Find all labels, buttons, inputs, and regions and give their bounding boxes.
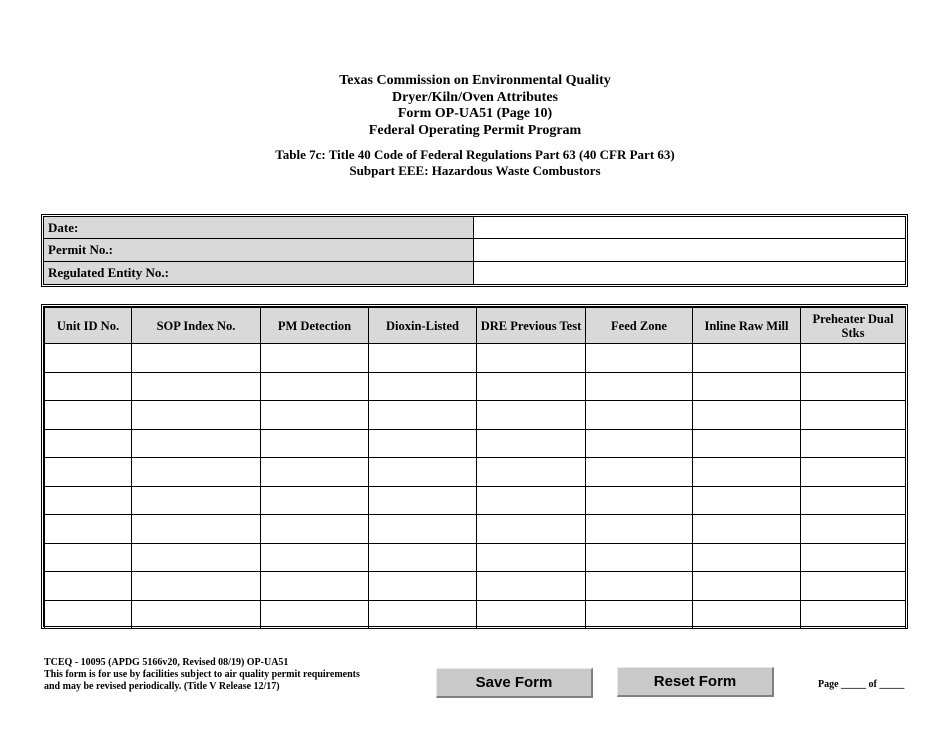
table-cell-input[interactable] — [693, 572, 800, 600]
permit-row — [44, 239, 905, 261]
table-cell-input[interactable] — [369, 430, 476, 458]
table-cell-input[interactable] — [801, 544, 905, 572]
table-cell-input[interactable] — [586, 458, 692, 486]
table-cell — [801, 486, 906, 515]
table-cell-input[interactable] — [801, 373, 905, 401]
table-cell — [586, 372, 693, 401]
regulated-entity-label: Regulated Entity No.: — [44, 262, 474, 284]
table-cell — [45, 458, 132, 487]
table-cell — [693, 543, 801, 572]
table-cell — [45, 572, 132, 601]
permit-cell — [474, 239, 905, 260]
table-row — [45, 543, 906, 572]
table-cell — [693, 372, 801, 401]
table-cell — [261, 600, 369, 629]
table-cell — [369, 372, 477, 401]
table-cell — [369, 401, 477, 430]
table-cell-input[interactable] — [693, 458, 800, 486]
table-cell-input[interactable] — [369, 544, 476, 572]
date-label: Date: — [44, 217, 474, 238]
entity-row — [44, 262, 905, 284]
table-row — [45, 344, 906, 373]
permit-label: Permit No.: — [44, 239, 474, 260]
date-field[interactable] — [474, 217, 905, 238]
table-cell-input[interactable] — [261, 344, 368, 372]
table-cell — [45, 372, 132, 401]
table-row — [45, 486, 906, 515]
table-cell — [586, 515, 693, 544]
table-cell-input[interactable] — [586, 544, 692, 572]
table-cell-input[interactable] — [261, 572, 368, 600]
table-row — [45, 572, 906, 601]
table-cell-input[interactable] — [132, 601, 260, 629]
table-cell — [132, 401, 261, 430]
table-cell-input[interactable] — [45, 373, 131, 401]
table-cell — [477, 515, 586, 544]
table-cell-input[interactable] — [801, 401, 905, 429]
table-cell-input[interactable] — [477, 487, 585, 515]
table-cell-input[interactable] — [132, 544, 260, 572]
table-cell-input[interactable] — [45, 487, 131, 515]
table-header-row — [45, 308, 906, 344]
permit-number-field[interactable] — [474, 239, 905, 260]
entity-cell — [474, 262, 905, 284]
table-cell — [586, 600, 693, 629]
table-cell — [132, 515, 261, 544]
table-cell-input[interactable] — [261, 544, 368, 572]
table-cell-input[interactable] — [801, 515, 905, 543]
form-revision: TCEQ - 10095 (APDG 5166v20, Revised 08/19) OP-UA51 — [44, 657, 289, 668]
attributes-table-container — [41, 304, 908, 629]
table-cell-input[interactable] — [132, 487, 260, 515]
table-row — [45, 515, 906, 544]
table-cell-input[interactable] — [477, 430, 585, 458]
table-cell — [261, 486, 369, 515]
table-cell — [477, 372, 586, 401]
table-cell-input[interactable] — [261, 601, 368, 629]
table-cell — [261, 572, 369, 601]
table-cell-input[interactable] — [369, 458, 476, 486]
table-cell — [693, 458, 801, 487]
table-cell-input[interactable] — [586, 601, 692, 629]
column-header: SOP Index No. — [132, 308, 261, 344]
table-cell — [369, 572, 477, 601]
regulated-entity-field[interactable] — [474, 262, 905, 284]
column-header: PM Detection — [261, 308, 369, 344]
table-cell-input[interactable] — [369, 401, 476, 429]
table-cell — [586, 344, 693, 373]
column-header: Preheater Dual Stks — [801, 308, 906, 344]
table-cell — [801, 600, 906, 629]
table-cell — [586, 572, 693, 601]
table-cell — [45, 344, 132, 373]
table-cell-input[interactable] — [45, 515, 131, 543]
table-cell — [586, 401, 693, 430]
table-cell — [261, 372, 369, 401]
table-cell-input[interactable] — [586, 572, 692, 600]
table-cell — [132, 429, 261, 458]
table-cell-input[interactable] — [586, 430, 692, 458]
table-cell — [261, 458, 369, 487]
table-cell — [801, 458, 906, 487]
table-cell-input[interactable] — [261, 373, 368, 401]
form-revision-note: and may be revised periodically. (Title V Release 12/17) — [44, 681, 280, 692]
table-row — [45, 600, 906, 629]
table-cell — [801, 572, 906, 601]
table-cell-input[interactable] — [693, 430, 800, 458]
form-subject: Dryer/Kiln/Oven Attributes — [391, 89, 559, 105]
table-cell — [693, 486, 801, 515]
table-cell — [586, 429, 693, 458]
table-cell-input[interactable] — [132, 373, 260, 401]
table-cell — [477, 600, 586, 629]
table-cell-input[interactable] — [45, 458, 131, 486]
table-cell-input[interactable] — [693, 344, 800, 372]
attributes-table — [44, 307, 906, 629]
table-cell — [586, 458, 693, 487]
table-cell-input[interactable] — [132, 572, 260, 600]
table-cell — [477, 543, 586, 572]
table-cell-input[interactable] — [369, 487, 476, 515]
table-cell — [477, 429, 586, 458]
table-cell — [132, 344, 261, 373]
table-cell — [369, 600, 477, 629]
table-cell — [801, 543, 906, 572]
table-cell — [801, 515, 906, 544]
table-cell-input[interactable] — [132, 515, 260, 543]
identification-box — [41, 214, 908, 287]
table-cell — [261, 543, 369, 572]
form-header — [0, 73, 950, 139]
table-cell — [586, 543, 693, 572]
table-cell — [477, 486, 586, 515]
table-cell-input[interactable] — [477, 344, 585, 372]
table-cell-input[interactable] — [369, 344, 476, 372]
table-cell-input[interactable] — [369, 515, 476, 543]
table-cell-input[interactable] — [693, 487, 800, 515]
table-cell-input[interactable] — [586, 344, 692, 372]
table-cell — [45, 600, 132, 629]
table-row — [45, 458, 906, 487]
table-cell — [45, 401, 132, 430]
table-cell-input[interactable] — [45, 430, 131, 458]
table-cell — [369, 429, 477, 458]
table-cell-input[interactable] — [477, 401, 585, 429]
table-cell — [801, 344, 906, 373]
table-cell-input[interactable] — [801, 487, 905, 515]
date-row — [44, 217, 905, 239]
table-body — [45, 344, 906, 629]
table-cell — [801, 372, 906, 401]
date-cell — [474, 217, 905, 238]
table-cell-input[interactable] — [693, 401, 800, 429]
form-footer-info — [44, 657, 424, 693]
table-cell-input[interactable] — [132, 458, 260, 486]
table-cell-input[interactable] — [477, 458, 585, 486]
table-cell-input[interactable] — [45, 601, 131, 629]
table-cell — [45, 543, 132, 572]
column-header: DRE Previous Test — [477, 308, 586, 344]
table-cell-input[interactable] — [477, 515, 585, 543]
form-number: Form OP-UA51 (Page 10) — [397, 106, 553, 121]
table-cell-input[interactable] — [261, 401, 368, 429]
table-cell — [132, 372, 261, 401]
table-cell — [693, 429, 801, 458]
table-cell-input[interactable] — [45, 401, 131, 429]
table-cell-input[interactable] — [693, 373, 800, 401]
table-cell-input[interactable] — [261, 487, 368, 515]
table-cell — [45, 429, 132, 458]
table-cell-input[interactable] — [369, 572, 476, 600]
table-title — [0, 147, 950, 179]
table-cell-input[interactable] — [477, 572, 585, 600]
table-cell-input[interactable] — [132, 430, 260, 458]
table-cell — [693, 401, 801, 430]
table-cell-input[interactable] — [693, 515, 800, 543]
agency-title: Texas Commission on Environmental Quality — [339, 73, 611, 88]
table-cell — [801, 429, 906, 458]
table-cell-input[interactable] — [45, 572, 131, 600]
table-cell-input[interactable] — [801, 344, 905, 372]
program-title: Federal Operating Permit Program — [368, 122, 582, 138]
column-header: Dioxin-Listed — [369, 308, 477, 344]
table-cell-input[interactable] — [801, 458, 905, 486]
table-cell-input[interactable] — [477, 601, 585, 629]
table-cell — [586, 486, 693, 515]
reset-form-button[interactable]: Reset Form — [617, 667, 774, 697]
table-cell-input[interactable] — [693, 544, 800, 572]
table-cell-input[interactable] — [477, 373, 585, 401]
table-cell-input[interactable] — [132, 344, 260, 372]
table-cell — [369, 458, 477, 487]
table-cell-input[interactable] — [801, 572, 905, 600]
table-cell — [261, 344, 369, 373]
table-cell — [261, 401, 369, 430]
table-cell — [132, 458, 261, 487]
table-cell — [369, 543, 477, 572]
table-cell — [477, 401, 586, 430]
table-cell — [369, 344, 477, 373]
page-number: Page _____ of _____ — [818, 679, 905, 690]
table-cell-input[interactable] — [801, 601, 905, 629]
table-cell-input[interactable] — [693, 601, 800, 629]
table-cell — [261, 429, 369, 458]
table-cell — [132, 572, 261, 601]
column-header: Inline Raw Mill — [693, 308, 801, 344]
table-cell — [801, 401, 906, 430]
table-cell — [477, 458, 586, 487]
table-cell — [132, 543, 261, 572]
table-cell-input[interactable] — [801, 430, 905, 458]
table-title-line1: Table 7c: Title 40 Code of Federal Regulations Part 63 (40 CFR Part 63) — [275, 147, 675, 162]
table-cell-input[interactable] — [261, 515, 368, 543]
column-header: Feed Zone — [586, 308, 693, 344]
table-cell — [261, 515, 369, 544]
table-cell — [132, 600, 261, 629]
table-cell-input[interactable] — [586, 373, 692, 401]
table-cell — [369, 515, 477, 544]
table-cell-input[interactable] — [369, 601, 476, 629]
column-header: Unit ID No. — [45, 308, 132, 344]
save-form-button[interactable]: Save Form — [436, 668, 593, 698]
table-cell-input[interactable] — [261, 430, 368, 458]
table-cell — [693, 344, 801, 373]
table-cell-input[interactable] — [45, 544, 131, 572]
table-cell — [693, 600, 801, 629]
table-cell — [132, 486, 261, 515]
table-cell-input[interactable] — [261, 458, 368, 486]
table-cell — [477, 572, 586, 601]
table-cell — [369, 486, 477, 515]
table-row — [45, 401, 906, 430]
table-row — [45, 429, 906, 458]
table-cell-input[interactable] — [45, 344, 131, 372]
table-cell — [45, 515, 132, 544]
table-cell-input[interactable] — [132, 401, 260, 429]
table-cell-input[interactable] — [586, 401, 692, 429]
table-cell-input[interactable] — [586, 515, 692, 543]
table-cell-input[interactable] — [586, 487, 692, 515]
table-title-line2: Subpart EEE: Hazardous Waste Combustors — [349, 163, 601, 178]
table-cell-input[interactable] — [369, 373, 476, 401]
table-cell-input[interactable] — [477, 544, 585, 572]
table-cell — [477, 344, 586, 373]
table-row — [45, 372, 906, 401]
table-cell — [45, 486, 132, 515]
table-cell — [693, 572, 801, 601]
form-usage-note: This form is for use by facilities subject to air quality permit requirements — [44, 669, 360, 680]
table-cell — [693, 515, 801, 544]
